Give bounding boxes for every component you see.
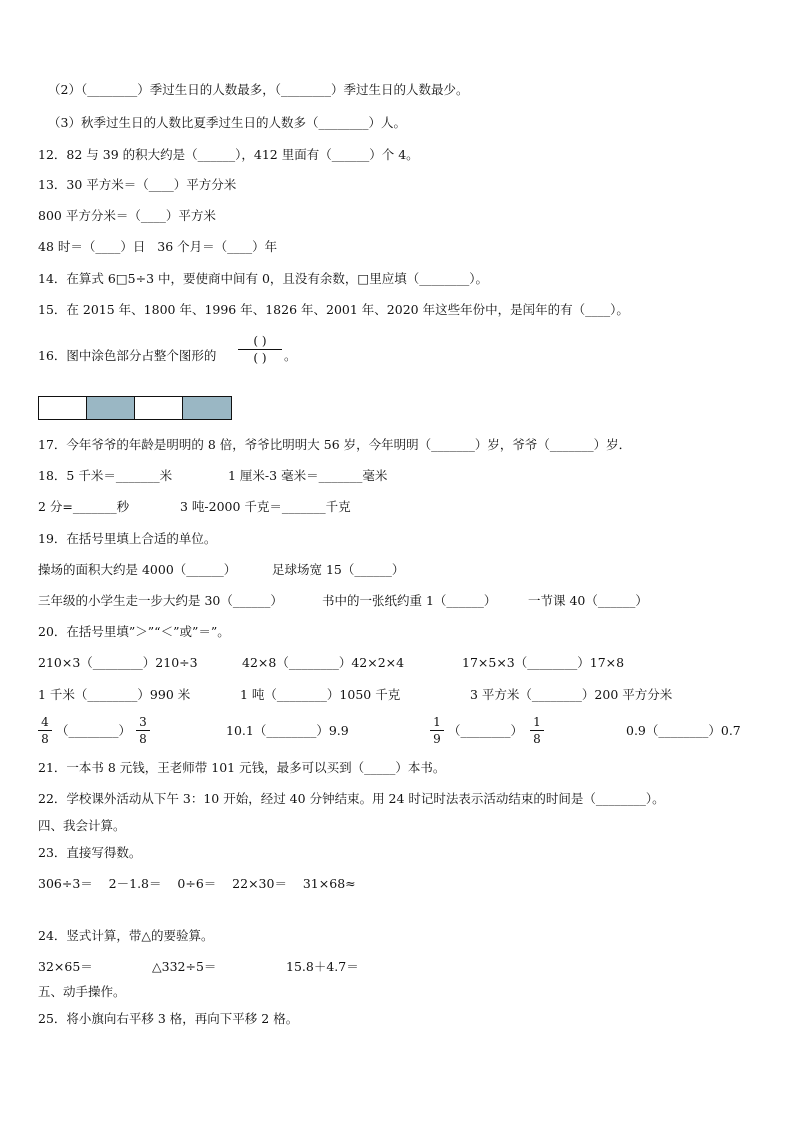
q20-row1-b: 42×8（________）42×2×4 xyxy=(242,655,405,670)
question-12: 12．82 与 39 的积大约是（______），412 里面有（______）个 4。 xyxy=(38,147,419,162)
denominator: 8 xyxy=(41,732,49,746)
fraction-1-9 xyxy=(430,715,444,746)
question-18-c: 2 分=_______秒 xyxy=(38,499,130,514)
figure-cell xyxy=(39,397,87,419)
question-13-c: 48 时＝（____）日 36 个月＝（____）年 xyxy=(38,239,278,254)
q20-row1-a: 210×3（________）210÷3 xyxy=(38,655,198,670)
question-19: 19．在括号里填上合适的单位。 xyxy=(38,531,217,546)
question-13: 13．30 平方米＝（____）平方分米 xyxy=(38,177,237,192)
shaded-rectangle-figure xyxy=(38,396,232,420)
question-15: 15．在 2015 年、1800 年、1996 年、1826 年、2001 年、2020 年这些年份中，是闰年的有（____）。 xyxy=(38,302,629,317)
question-18-a: 18．5 千米＝_______米 xyxy=(38,468,173,483)
numerator: 1 xyxy=(533,715,541,729)
question-19-d: 书中的一张纸约重 1（______） xyxy=(322,593,497,608)
numerator: 1 xyxy=(433,715,441,729)
q20-row3-a-blank: （________） xyxy=(56,723,132,738)
q20-row2-a: 1 千米（________）990 米 xyxy=(38,687,191,702)
fraction-bar xyxy=(136,730,150,731)
figure-cell-shaded xyxy=(87,397,135,419)
question-13-b: 800 平方分米＝（____）平方米 xyxy=(38,208,216,223)
question-14: 14．在算式 6□5÷3 中，要使商中间有 0，且没有余数，□里应填（________）。 xyxy=(38,271,488,286)
question-19-a: 操场的面积大约是 4000（______） xyxy=(38,562,237,577)
question-25: 25．将小旗向右平移 3 格，再向下平移 2 格。 xyxy=(38,1011,299,1026)
fraction-4-8 xyxy=(38,715,52,746)
denominator: 8 xyxy=(139,732,147,746)
question-19-b: 足球场宽 15（______） xyxy=(272,562,405,577)
q20-row2-b: 1 吨（________）1050 千克 xyxy=(240,687,401,702)
q11-part3: （3）秋季过生日的人数比夏季过生日的人数多（________）人。 xyxy=(48,115,406,130)
denominator: 8 xyxy=(533,732,541,746)
question-16: 16．图中涂色部分占整个图形的 xyxy=(38,348,217,363)
figure-cell-shaded xyxy=(183,397,231,419)
q20-row1-c: 17×5×3（________）17×8 xyxy=(462,655,625,670)
question-24: 24．竖式计算，带△的要验算。 xyxy=(38,928,214,943)
question-21: 21．一本书 8 元钱，王老师带 101 元钱，最多可以买到（_____）本书。 xyxy=(38,760,446,775)
section-5-heading: 五、动手操作。 xyxy=(38,984,126,999)
fraction-bar xyxy=(530,730,544,731)
q20-row2-c: 3 平方米（________）200 平方分米 xyxy=(470,687,673,702)
fraction-1-8 xyxy=(530,715,544,746)
question-24-a: 32×65＝ xyxy=(38,959,93,974)
numerator: 4 xyxy=(41,715,49,729)
section-4-heading: 四、我会计算。 xyxy=(38,818,126,833)
question-23: 23．直接写得数。 xyxy=(38,845,142,860)
q20-row3-c-blank: （________） xyxy=(448,723,524,738)
fraction-bar xyxy=(38,730,52,731)
fraction-bar xyxy=(430,730,444,731)
fraction-denominator: ( ) xyxy=(253,351,267,365)
question-22: 22．学校课外活动从下午 3：10 开始，经过 40 分钟结束。用 24 时记时法表示活动结束的时间是（________）。 xyxy=(38,791,665,806)
question-24-b: △332÷5＝ xyxy=(152,959,217,974)
question-19-c: 三年级的小学生走一步大约是 30（______） xyxy=(38,593,283,608)
fraction-bar xyxy=(238,349,282,350)
question-24-c: 15.8＋4.7＝ xyxy=(286,959,359,974)
q16-period: 。 xyxy=(284,348,297,363)
fraction-3-8 xyxy=(136,715,150,746)
denominator: 9 xyxy=(433,732,441,746)
question-18-b: 1 厘米-3 毫米＝_______毫米 xyxy=(228,468,388,483)
question-17: 17．今年爷爷的年龄是明明的 8 倍，爷爷比明明大 56 岁，今年明明（_______）岁，爷爷（_______）岁． xyxy=(38,437,632,452)
q16-fraction-blank xyxy=(238,334,282,365)
fraction-numerator: ( ) xyxy=(253,334,267,348)
question-20: 20．在括号里填”＞”“＜”或”＝”。 xyxy=(38,624,230,639)
question-23-items: 306÷3＝ 2－1.8＝ 0÷6＝ 22×30＝ 31×68≈ xyxy=(38,876,356,891)
numerator: 3 xyxy=(139,715,147,729)
question-19-e: 一节课 40（______） xyxy=(528,593,648,608)
q20-row3-b: 10.1（________）9.9 xyxy=(226,723,349,738)
question-18-d: 3 吨-2000 千克＝_______千克 xyxy=(180,499,351,514)
q11-part2: （2）（________）季过生日的人数最多，（________）季过生日的人数最少。 xyxy=(48,82,469,97)
figure-cell xyxy=(135,397,183,419)
q20-row3-d: 0.9（________）0.7 xyxy=(626,723,741,738)
